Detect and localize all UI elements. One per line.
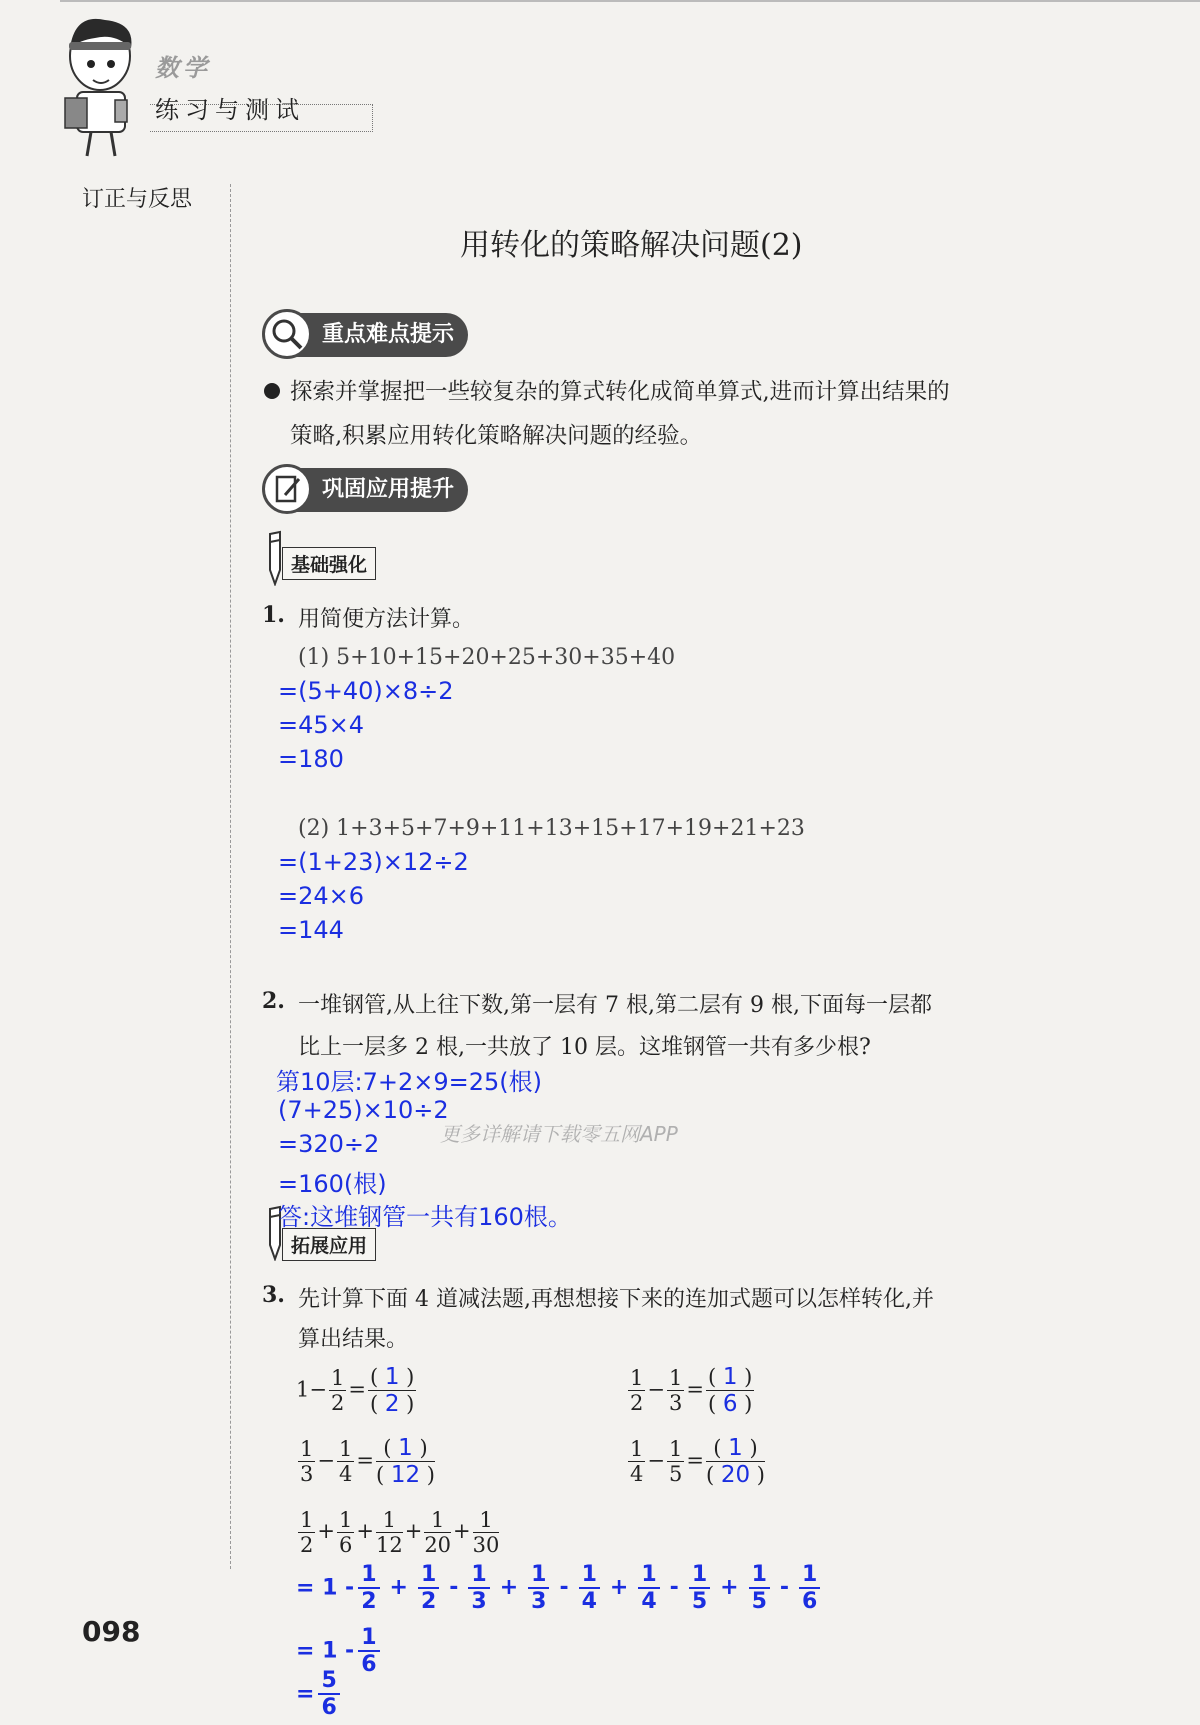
operator: - xyxy=(449,1575,459,1601)
q3-eq3: $\frac{1}{3}$ − $\frac{1}{4}$ = $\frac{( 1 )}{( 12 )}$ xyxy=(300,1435,435,1489)
sum-term: $\frac{1}{6}$ xyxy=(338,1508,353,1558)
subject-label: 数学 xyxy=(155,54,211,82)
q3-eq1-answer: $\frac{( 1 )}{( 2 )}$ xyxy=(369,1364,415,1418)
book-title: 练习与测试 xyxy=(155,96,305,124)
key-points-text-2: 策略,积累应用转化策略解决问题的经验。 xyxy=(290,423,703,449)
q3-eq1-fraction: $\frac{1}{2}$ xyxy=(330,1366,345,1416)
practice-label: 巩固应用提升 xyxy=(322,477,455,502)
key-points-label: 重点难点提示 xyxy=(322,322,455,347)
q1-number: 1. xyxy=(262,602,285,628)
q2-line1: 一堆钢管,从上往下数,第一层有 7 根,第二层有 9 根,下面每一层都 xyxy=(298,993,932,1018)
q3-line1: 先计算下面 4 道减法题,再想想接下来的连加式题可以怎样转化,并 xyxy=(298,1287,934,1312)
operator: + xyxy=(720,1575,739,1601)
step1-term: $\frac{1}{4}$ xyxy=(638,1562,659,1615)
q1-part2: (2) 1+3+5+7+9+11+13+15+17+19+21+23 xyxy=(298,816,805,841)
key-points-badge xyxy=(264,313,468,357)
operator: - xyxy=(779,1575,790,1601)
plus-sign: + xyxy=(404,1519,423,1544)
extend-tag: 拓展应用 xyxy=(282,1228,376,1261)
q3-eq2: $\frac{1}{2}$ − $\frac{1}{3}$ = $\frac{( 1 )}{( 6 )}$ xyxy=(630,1364,753,1418)
q3-step1 xyxy=(296,1562,824,1615)
q3-sum-expression xyxy=(296,1508,501,1557)
q3-eq4: $\frac{1}{4}$ − $\frac{1}{5}$ = $\frac{( 1 )}{( 20 )}$ xyxy=(630,1435,765,1489)
operator: + xyxy=(499,1575,519,1601)
step1-term: $\frac{1}{5}$ xyxy=(689,1562,710,1615)
plus-sign: + xyxy=(356,1519,374,1544)
magnifier-icon xyxy=(262,309,312,359)
q1-part2-answer-3: =144 xyxy=(278,916,344,944)
q1-part1: (1) 5+10+15+20+25+30+35+40 xyxy=(298,645,676,670)
operator: + xyxy=(389,1575,408,1601)
q1-part2-answer-2: =24×6 xyxy=(278,882,365,910)
plus-sign: + xyxy=(317,1519,335,1544)
q3-number: 3. xyxy=(262,1282,285,1308)
key-points-text-1: 探索并掌握把一些较复杂的算式转化成简单算式,进而计算出结果的 xyxy=(290,379,950,405)
q2-answer-2: (7+25)×10÷2 xyxy=(278,1096,449,1124)
margin-label: 订正与反思 xyxy=(82,187,193,212)
sum-term: $\frac{1}{20}$ xyxy=(424,1508,452,1558)
q3-step3: = $\frac{5}{6}$ xyxy=(296,1668,344,1721)
step1-term: $\frac{1}{3}$ xyxy=(528,1562,549,1615)
sum-term: $\frac{1}{12}$ xyxy=(375,1508,403,1558)
margin-divider xyxy=(230,184,231,1569)
operator: + xyxy=(609,1575,629,1601)
operator: - xyxy=(559,1575,569,1601)
q2-answer-4: =160(根) xyxy=(278,1170,387,1198)
q2-number: 2. xyxy=(262,988,285,1014)
step1-term: $\frac{1}{2}$ xyxy=(358,1562,379,1615)
sum-term: $\frac{1}{2}$ xyxy=(300,1508,314,1558)
q1-part1-answer-3: =180 xyxy=(278,745,344,773)
q3-eq2-answer: $\frac{( 1 )}{( 6 )}$ xyxy=(707,1364,753,1418)
operator: - xyxy=(669,1575,679,1601)
step1-term: $\frac{1}{4}$ xyxy=(579,1562,600,1615)
q3-eq1-left: 1− xyxy=(296,1377,327,1402)
q1-part1-answer-2: =45×4 xyxy=(278,711,365,739)
basic-tag: 基础强化 xyxy=(282,547,376,580)
q3-line2: 算出结果。 xyxy=(298,1327,409,1352)
q2-answer-1: 第10层:7+2×9=25(根) xyxy=(276,1068,543,1096)
q3-eq3-answer: $\frac{( 1 )}{( 12 )}$ xyxy=(375,1435,435,1489)
q1-part1-answer-1: =(5+40)×8÷2 xyxy=(278,677,454,705)
q2-answer-3: =320÷2 xyxy=(278,1130,380,1158)
step1-term: $\frac{1}{2}$ xyxy=(418,1562,439,1615)
q2-line2: 比上一层多 2 根,一共放了 10 层。这堆钢管一共有多少根? xyxy=(298,1035,871,1060)
step1-lead: = 1 - xyxy=(296,1575,355,1601)
bullet-icon xyxy=(264,383,280,399)
plus-sign: + xyxy=(453,1519,471,1544)
pencil-paper-icon xyxy=(262,464,312,514)
watermark: 更多详解请下载零五网APP xyxy=(440,1122,678,1146)
q1-prompt: 用简便方法计算。 xyxy=(298,607,475,632)
book-title-underline xyxy=(150,104,373,132)
step1-term: $\frac{1}{5}$ xyxy=(749,1562,770,1615)
q1-part2-answer-1: =(1+23)×12÷2 xyxy=(278,848,469,876)
practice-badge xyxy=(264,468,468,512)
q2-answer-5: 答:这堆钢管一共有160根。 xyxy=(278,1203,572,1231)
page-top-border xyxy=(60,0,1200,2)
page-number: 098 xyxy=(82,1615,141,1648)
step1-term: $\frac{1}{3}$ xyxy=(468,1562,489,1615)
q3-eq4-answer: $\frac{( 1 )}{( 20 )}$ xyxy=(705,1435,765,1489)
q3-eq1: 1− $\frac{1}{2}$ = $\frac{( 1 )}{( 2 )}$ xyxy=(296,1364,415,1418)
step1-term: $\frac{1}{6}$ xyxy=(799,1562,820,1615)
lesson-title: 用转化的策略解决问题(2) xyxy=(460,228,803,263)
q3-step2: = 1 - $\frac{1}{6}$ xyxy=(296,1625,384,1678)
sum-term: $\frac{1}{30}$ xyxy=(472,1508,500,1558)
mascot-illustration xyxy=(55,8,155,163)
